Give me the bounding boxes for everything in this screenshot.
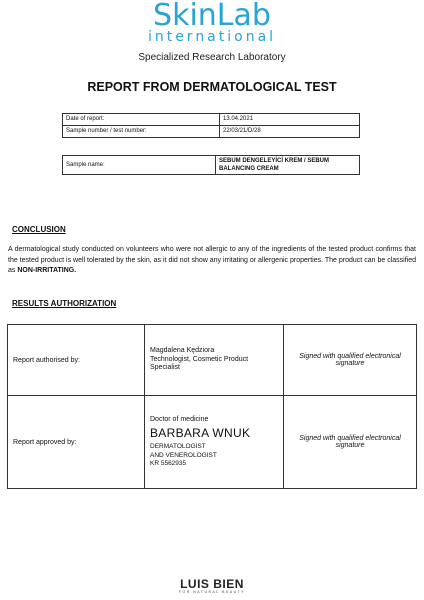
- approver-prefix: Doctor of medicine: [150, 415, 209, 423]
- approver-details: [145, 396, 284, 489]
- authoriser-signature: Signed with qualified electronical signature: [284, 325, 417, 396]
- lab-name: Specialized Research Laboratory: [138, 52, 286, 63]
- conclusion-classification: NON-IRRITATING.: [17, 267, 77, 275]
- results-table: [7, 324, 417, 489]
- date-value: 13.04.2021: [220, 114, 360, 126]
- skinlab-logo-subtitle: international: [147, 29, 277, 45]
- conclusion-body: A dermatological study conducted on volunteers who were not allergic to any of the ingredients of the tested product confirms that the tested product is well tolerated by the skin, as it did not show any irritating or allergenic properties. The product can be classified as: [8, 246, 416, 275]
- sample-name-label: Sample name:: [63, 156, 216, 175]
- authoriser-title-line1: Technologist, Cosmetic Product: [150, 355, 249, 363]
- brand-tagline: FOR NATURAL BEAUTY: [178, 590, 246, 594]
- approved-label: Report approved by:: [8, 396, 145, 489]
- sample-name-table: [62, 155, 360, 175]
- authoriser-name: Magdalena Kędziora: [150, 347, 215, 355]
- table-row: [8, 325, 417, 396]
- date-label: Date of report:: [63, 114, 220, 126]
- authoriser-title-line2: Specialist: [150, 364, 180, 372]
- brand-name: LUIS BIEN: [180, 577, 244, 591]
- skinlab-logo: SkinLab: [153, 0, 271, 33]
- report-info-table: [62, 113, 360, 138]
- approver-signature: Signed with qualified electronical signature: [284, 396, 417, 489]
- conclusion-text: [8, 245, 416, 277]
- table-row: [63, 114, 360, 126]
- authoriser-details: [145, 325, 284, 396]
- luis-bien-logo: [0, 578, 424, 594]
- results-heading: RESULTS AUTHORIZATION: [12, 299, 117, 308]
- approver-license: KR 5562935: [150, 460, 187, 467]
- report-title: REPORT FROM DERMATOLOGICAL TEST: [87, 80, 337, 94]
- table-row: [8, 396, 417, 489]
- table-row: [63, 156, 360, 175]
- approver-name: BARBARA WNUK: [150, 426, 251, 440]
- sample-number-value: 22/03/21/D/28: [220, 126, 360, 138]
- authorised-label: Report authorised by:: [8, 325, 145, 396]
- approver-title-line2: AND VENEROLOGIST: [150, 451, 217, 459]
- sample-number-label: Sample number / test number:: [63, 126, 220, 138]
- sample-name-value: SEBUM DENGELEYİCİ KREM / SEBUM BALANCING CREAM: [216, 156, 360, 175]
- approver-title-line1: DERMATOLOGIST: [150, 443, 206, 450]
- conclusion-heading: CONCLUSION: [12, 225, 66, 234]
- table-row: [63, 126, 360, 138]
